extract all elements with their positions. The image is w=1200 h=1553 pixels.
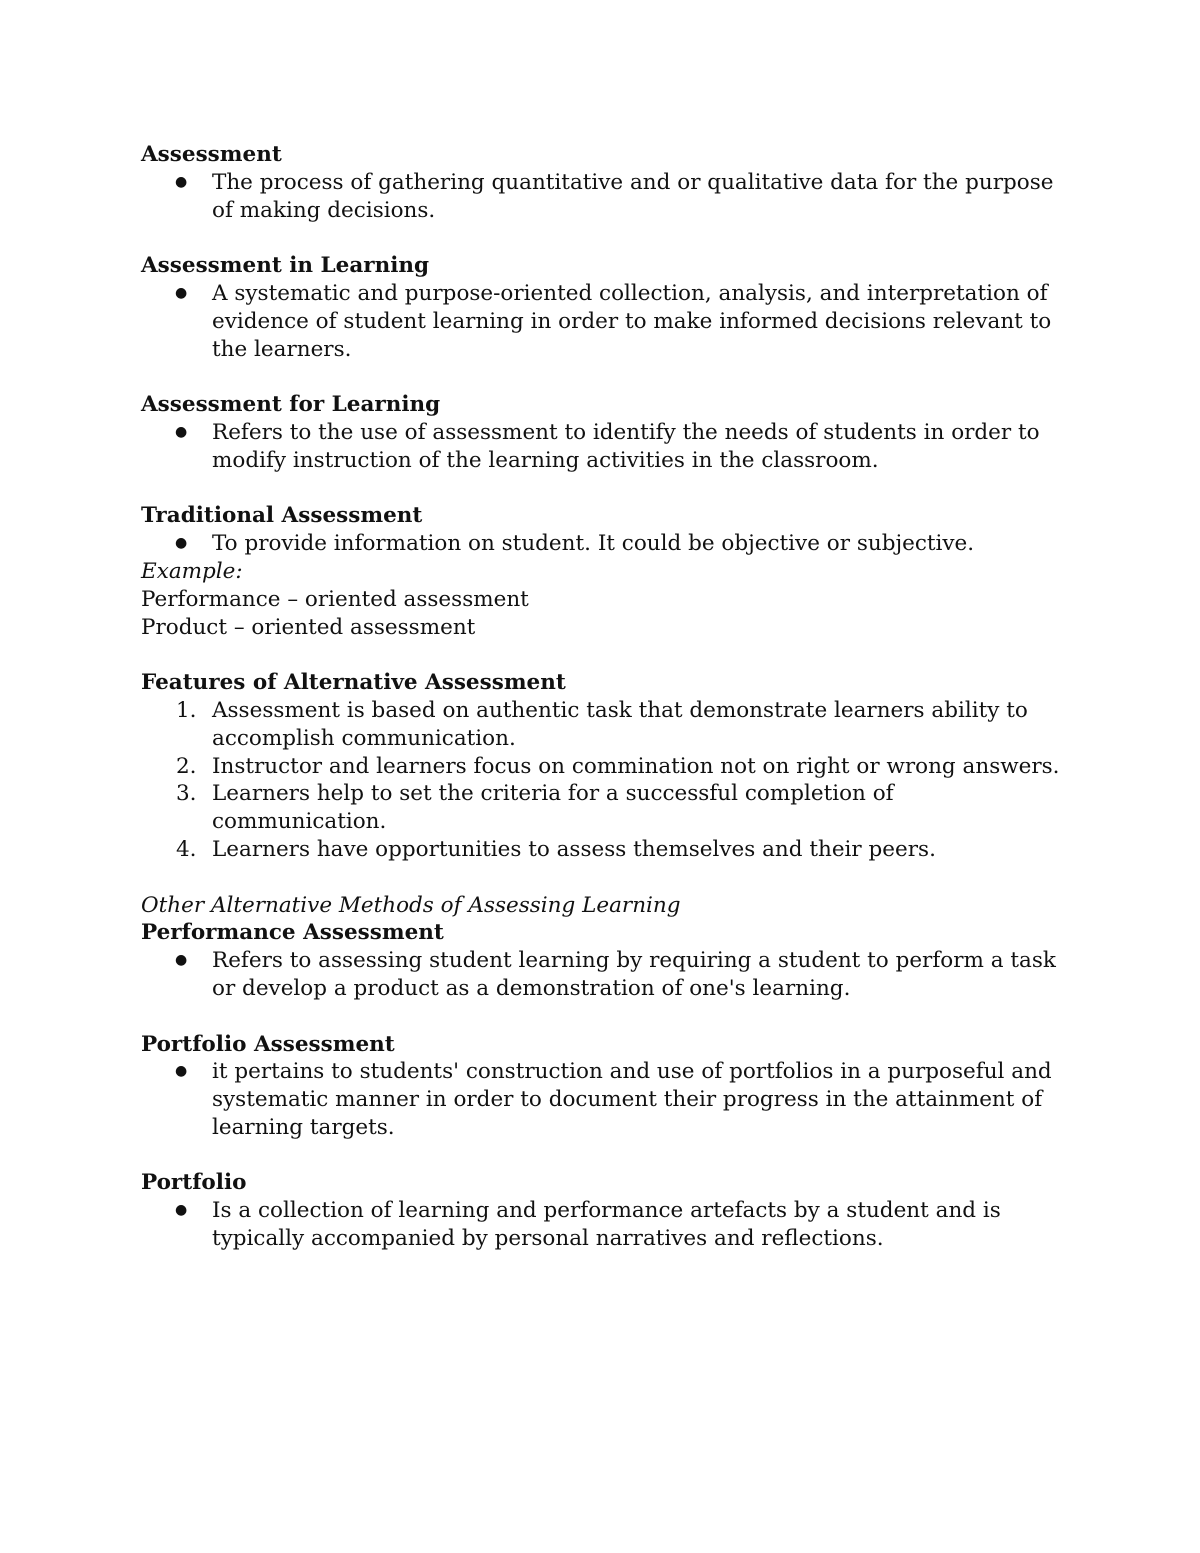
section-heading: Assessment for Learning	[141, 392, 441, 418]
bullet-list	[141, 280, 1061, 363]
list-item	[141, 1058, 1061, 1141]
list-item	[141, 280, 1061, 363]
bullet-icon: ●	[175, 1063, 188, 1080]
bullet-list	[141, 530, 1061, 558]
list-item	[141, 1197, 1061, 1253]
list-item-text: To provide information on student. It could be objective or subjective.	[212, 531, 975, 557]
section-portfolio-assessment	[141, 1031, 1061, 1142]
list-item	[141, 419, 1061, 475]
list-item-text: Is a collection of learning and performance artefacts by a student and is typically accompanied by personal narratives and reflections.	[212, 1198, 1001, 1252]
bullet-icon: ●	[175, 423, 188, 440]
numbered-list	[141, 697, 1061, 864]
list-number: 3.	[176, 781, 197, 807]
list-number: 1.	[176, 697, 197, 723]
example-line: Performance – oriented assessment	[141, 586, 529, 612]
section-portfolio	[141, 1169, 1061, 1252]
list-number: 4.	[176, 836, 197, 862]
section-heading: Assessment	[141, 142, 282, 167]
section-heading: Features of Alternative Assessment	[141, 670, 566, 696]
section-subtitle: Other Alternative Methods of Assessing Learning	[141, 892, 681, 918]
bullet-list	[141, 1058, 1061, 1141]
list-item	[141, 530, 1061, 558]
section-assessment-for-learning	[141, 391, 1061, 474]
bullet-list	[141, 947, 1061, 1003]
list-item-text: it pertains to students' construction and use of portfolios in a purposeful and systematic manner in order to document their progress in the attainment of learning targets.	[212, 1059, 1052, 1140]
bullet-list	[141, 1197, 1061, 1253]
bullet-icon: ●	[175, 284, 188, 301]
list-item	[141, 780, 1061, 836]
example-label: Example:	[141, 558, 243, 584]
list-item	[141, 169, 1061, 225]
list-item-text: Refers to the use of assessment to identify the needs of students in order to modify instruction of the learning activities in the classroom.	[212, 419, 1040, 473]
section-heading: Performance Assessment	[141, 920, 444, 946]
section-performance-assessment	[141, 892, 1061, 1003]
list-item	[141, 697, 1061, 753]
section-heading: Portfolio	[141, 1170, 247, 1196]
list-item-text: Learners have opportunities to assess themselves and their peers.	[212, 836, 936, 862]
bullet-icon: ●	[175, 1202, 188, 1219]
list-item-text: Assessment is based on authentic task that demonstrate learners ability to accomplish communication.	[212, 697, 1028, 751]
list-number: 2.	[176, 753, 197, 779]
list-item	[141, 753, 1061, 781]
section-heading: Portfolio Assessment	[141, 1031, 395, 1057]
bullet-list	[141, 169, 1061, 225]
section-assessment	[141, 141, 1061, 224]
section-heading: Assessment in Learning	[141, 253, 430, 279]
list-item-text: Instructor and learners focus on commination not on right or wrong answers.	[212, 753, 1060, 779]
section-features-alternative-assessment	[141, 669, 1061, 864]
example-line: Product – oriented assessment	[141, 614, 476, 640]
list-item	[141, 947, 1061, 1003]
section-heading: Traditional Assessment	[141, 503, 423, 529]
section-assessment-in-learning	[141, 252, 1061, 363]
list-item-text: Learners help to set the criteria for a successful completion of communication.	[212, 781, 894, 835]
bullet-icon: ●	[175, 535, 188, 552]
list-item-text: A systematic and purpose-oriented collection, analysis, and interpretation of evidence of student learning in order to make informed decisions relevant to the learners.	[212, 280, 1052, 362]
bullet-icon: ●	[175, 952, 188, 969]
list-item-text: Refers to assessing student learning by requiring a student to perform a task or develop a product as a demonstration of one's learning.	[212, 948, 1056, 1001]
list-item-text: The process of gathering quantitative and or qualitative data for the purpose of making decisions.	[212, 169, 1054, 223]
document-page	[141, 141, 1061, 1253]
bullet-list	[141, 419, 1061, 475]
bullet-icon: ●	[175, 173, 188, 190]
section-traditional-assessment	[141, 502, 1061, 641]
list-item	[141, 836, 1061, 864]
